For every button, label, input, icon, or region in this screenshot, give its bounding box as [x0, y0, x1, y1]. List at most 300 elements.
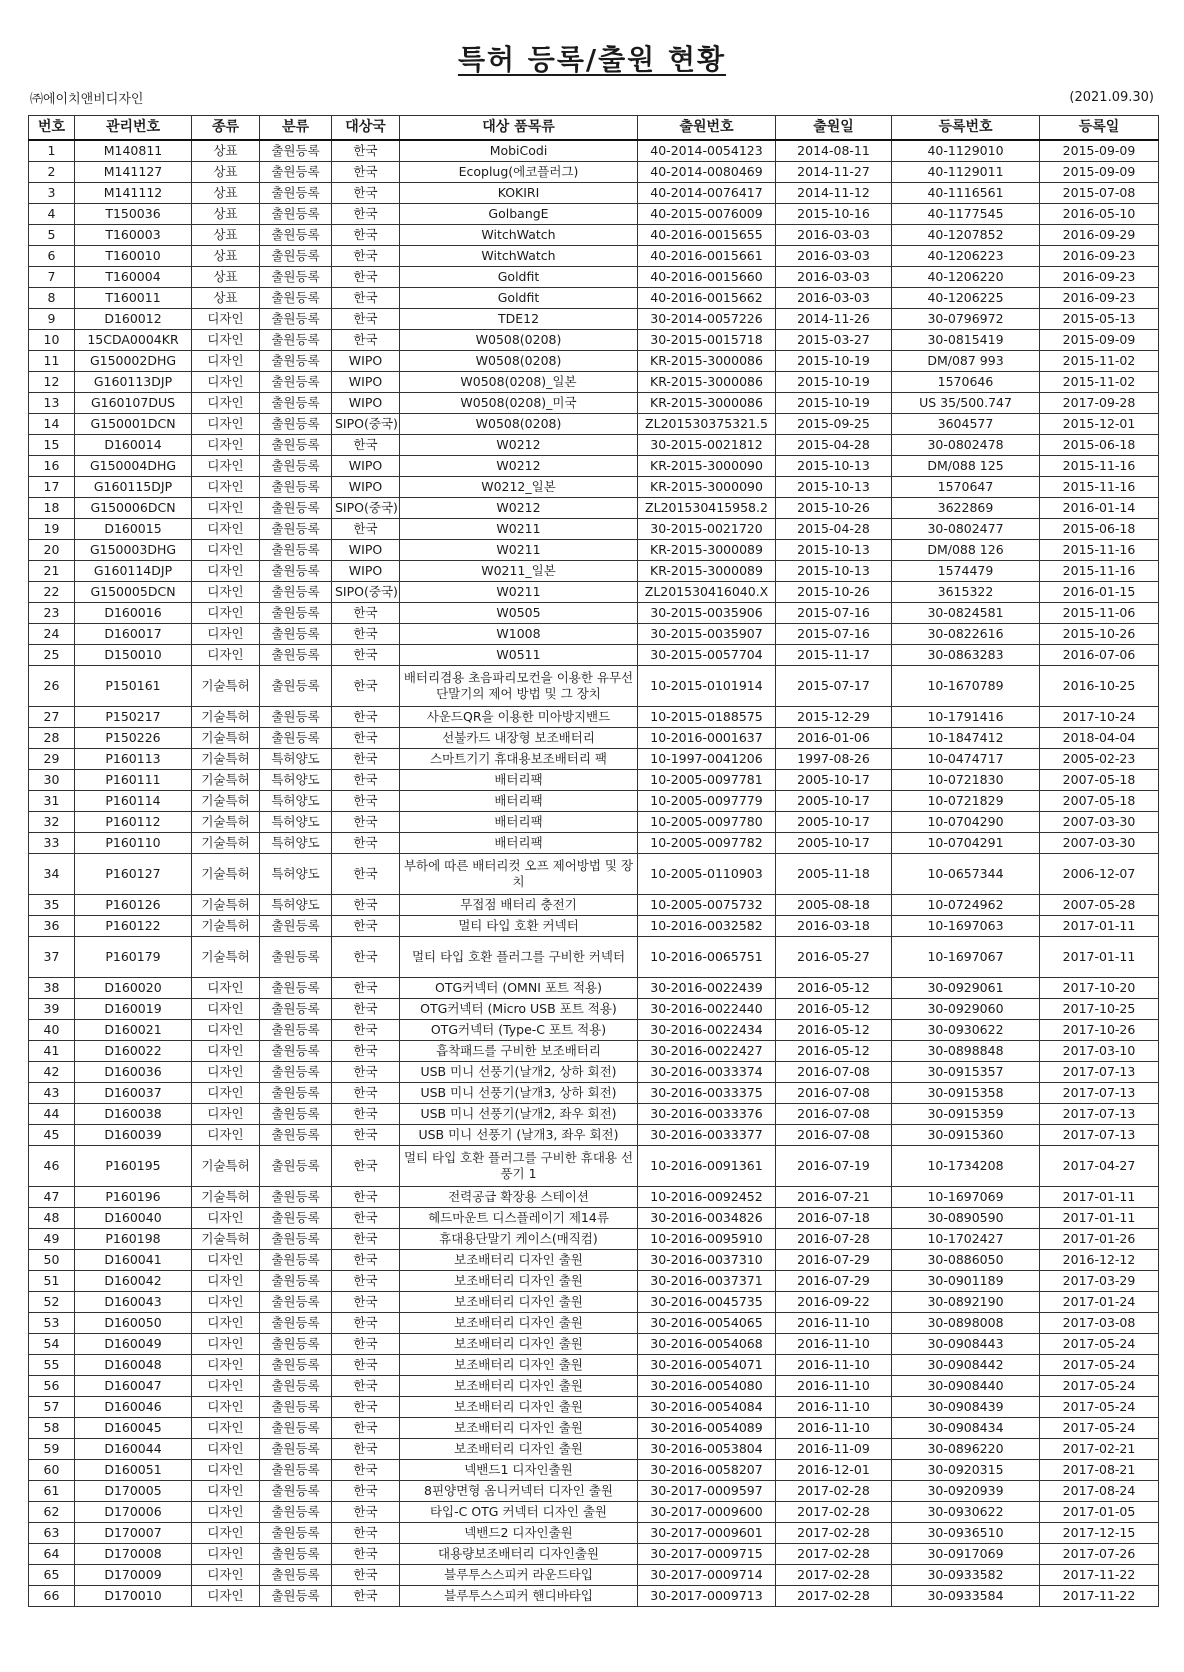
cell-category: 출원등록 — [260, 561, 332, 582]
cell-application-no: 10-2015-0101914 — [638, 666, 776, 707]
cell-mgmt-no: D160020 — [75, 978, 192, 999]
cell-application-date: 2016-03-03 — [776, 246, 892, 267]
cell-country: 한국 — [332, 519, 400, 540]
cell-mgmt-no: D160012 — [75, 309, 192, 330]
cell-item: 보조배터리 디자인 출원 — [400, 1292, 638, 1313]
cell-registration-date: 2005-02-23 — [1040, 749, 1159, 770]
cell-kind: 기술특허 — [192, 895, 260, 916]
table-row — [29, 1460, 1159, 1481]
cell-application-no: KR-2015-3000086 — [638, 393, 776, 414]
cell-country: 한국 — [332, 1460, 400, 1481]
cell-kind: 디자인 — [192, 1020, 260, 1041]
cell-item: Goldfit — [400, 288, 638, 309]
cell-application-no: 10-1997-0041206 — [638, 749, 776, 770]
cell-application-date: 2016-07-29 — [776, 1271, 892, 1292]
cell-application-no: 30-2016-0058207 — [638, 1460, 776, 1481]
cell-mgmt-no: D160040 — [75, 1208, 192, 1229]
header-country: 대상국 — [332, 116, 400, 141]
cell-no: 6 — [29, 246, 75, 267]
cell-country: 한국 — [332, 140, 400, 162]
cell-registration-date: 2015-11-02 — [1040, 372, 1159, 393]
cell-item: W0212_일본 — [400, 477, 638, 498]
cell-mgmt-no: P160195 — [75, 1146, 192, 1187]
cell-application-date: 2016-09-22 — [776, 1292, 892, 1313]
cell-country: 한국 — [332, 1502, 400, 1523]
cell-category: 출원등록 — [260, 1376, 332, 1397]
cell-country: 한국 — [332, 309, 400, 330]
cell-category: 출원등록 — [260, 267, 332, 288]
cell-registration-date: 2017-05-24 — [1040, 1355, 1159, 1376]
cell-country: 한국 — [332, 1020, 400, 1041]
cell-kind: 디자인 — [192, 456, 260, 477]
cell-application-date: 2005-10-17 — [776, 812, 892, 833]
cell-application-no: ZL201530375321.5 — [638, 414, 776, 435]
cell-registration-no: 10-1791416 — [892, 707, 1040, 728]
cell-item: 선불카드 내장형 보조배터리 — [400, 728, 638, 749]
cell-registration-date: 2017-10-25 — [1040, 999, 1159, 1020]
cell-category: 특허양도 — [260, 749, 332, 770]
cell-item: USB 미니 선풍기(날개2, 상하 회전) — [400, 1062, 638, 1083]
cell-application-no: 10-2005-0097782 — [638, 833, 776, 854]
table-row — [29, 1020, 1159, 1041]
cell-application-no: KR-2015-3000089 — [638, 540, 776, 561]
cell-registration-date: 2017-03-08 — [1040, 1313, 1159, 1334]
patent-registration-table — [28, 115, 1159, 1607]
cell-kind: 기술특허 — [192, 937, 260, 978]
cell-item: 배터리팩 — [400, 812, 638, 833]
cell-no: 34 — [29, 854, 75, 895]
cell-country: WIPO — [332, 477, 400, 498]
cell-kind: 디자인 — [192, 477, 260, 498]
cell-registration-no: 40-1207852 — [892, 225, 1040, 246]
cell-application-date: 2015-07-16 — [776, 603, 892, 624]
cell-kind: 디자인 — [192, 1208, 260, 1229]
cell-mgmt-no: G160107DUS — [75, 393, 192, 414]
cell-country: 한국 — [332, 330, 400, 351]
cell-application-no: 30-2015-0057704 — [638, 645, 776, 666]
cell-kind: 디자인 — [192, 1418, 260, 1439]
cell-no: 26 — [29, 666, 75, 707]
cell-country: 한국 — [332, 624, 400, 645]
cell-mgmt-no: D160047 — [75, 1376, 192, 1397]
cell-kind: 디자인 — [192, 540, 260, 561]
table-row — [29, 540, 1159, 561]
cell-application-date: 2005-08-18 — [776, 895, 892, 916]
cell-item: W0211 — [400, 582, 638, 603]
cell-country: 한국 — [332, 812, 400, 833]
cell-item: TDE12 — [400, 309, 638, 330]
cell-mgmt-no: T160004 — [75, 267, 192, 288]
cell-registration-date: 2015-11-16 — [1040, 561, 1159, 582]
cell-no: 23 — [29, 603, 75, 624]
table-row — [29, 1439, 1159, 1460]
cell-application-date: 2015-09-25 — [776, 414, 892, 435]
table-row — [29, 1104, 1159, 1125]
cell-mgmt-no: D160017 — [75, 624, 192, 645]
cell-no: 4 — [29, 204, 75, 225]
cell-item: 보조배터리 디자인 출원 — [400, 1313, 638, 1334]
cell-application-date: 2016-01-06 — [776, 728, 892, 749]
cell-category: 출원등록 — [260, 1586, 332, 1607]
cell-mgmt-no: D160041 — [75, 1250, 192, 1271]
cell-item: 블루투스스피커 라운드타입 — [400, 1565, 638, 1586]
cell-application-no: 30-2017-0009715 — [638, 1544, 776, 1565]
cell-mgmt-no: P160110 — [75, 833, 192, 854]
cell-no: 66 — [29, 1586, 75, 1607]
cell-registration-no: 30-0908442 — [892, 1355, 1040, 1376]
cell-mgmt-no: P150217 — [75, 707, 192, 728]
cell-kind: 기술특허 — [192, 1146, 260, 1187]
cell-country: 한국 — [332, 707, 400, 728]
cell-registration-no: 30-0892190 — [892, 1292, 1040, 1313]
cell-application-no: 30-2016-0033375 — [638, 1083, 776, 1104]
cell-no: 51 — [29, 1271, 75, 1292]
cell-mgmt-no: P150226 — [75, 728, 192, 749]
cell-country: 한국 — [332, 1229, 400, 1250]
cell-item: 부하에 따른 배터리컷 오프 제어방법 및 장치 — [400, 854, 638, 895]
report-date: (2021.09.30) — [1069, 90, 1154, 105]
cell-registration-no: 40-1129010 — [892, 140, 1040, 162]
cell-application-date: 2016-03-03 — [776, 288, 892, 309]
cell-no: 38 — [29, 978, 75, 999]
cell-kind: 상표 — [192, 246, 260, 267]
cell-registration-date: 2017-05-24 — [1040, 1397, 1159, 1418]
cell-registration-date: 2017-10-24 — [1040, 707, 1159, 728]
cell-kind: 디자인 — [192, 372, 260, 393]
cell-registration-no: 30-0822616 — [892, 624, 1040, 645]
cell-registration-no: 30-0863283 — [892, 645, 1040, 666]
header-registration-date: 등록일 — [1040, 116, 1159, 141]
cell-registration-no: 40-1129011 — [892, 162, 1040, 183]
cell-registration-no: 30-0915359 — [892, 1104, 1040, 1125]
cell-country: 한국 — [332, 1355, 400, 1376]
cell-registration-no: 10-1697067 — [892, 937, 1040, 978]
cell-country: 한국 — [332, 1376, 400, 1397]
cell-mgmt-no: G160115DJP — [75, 477, 192, 498]
cell-category: 출원등록 — [260, 477, 332, 498]
table-row — [29, 1544, 1159, 1565]
table-row — [29, 1292, 1159, 1313]
cell-mgmt-no: G150005DCN — [75, 582, 192, 603]
cell-category: 출원등록 — [260, 999, 332, 1020]
cell-mgmt-no: D150010 — [75, 645, 192, 666]
cell-no: 61 — [29, 1481, 75, 1502]
cell-registration-no: 10-1734208 — [892, 1146, 1040, 1187]
cell-registration-date: 2017-11-22 — [1040, 1586, 1159, 1607]
cell-category: 출원등록 — [260, 1208, 332, 1229]
cell-category: 특허양도 — [260, 791, 332, 812]
cell-registration-no: 10-1697069 — [892, 1187, 1040, 1208]
cell-country: 한국 — [332, 1418, 400, 1439]
cell-application-date: 2016-07-19 — [776, 1146, 892, 1187]
cell-application-no: KR-2015-3000086 — [638, 351, 776, 372]
cell-application-no: 40-2016-0015660 — [638, 267, 776, 288]
cell-mgmt-no: D160049 — [75, 1334, 192, 1355]
cell-registration-date: 2007-03-30 — [1040, 833, 1159, 854]
cell-application-no: 40-2014-0054123 — [638, 140, 776, 162]
cell-application-no: KR-2015-3000086 — [638, 372, 776, 393]
cell-category: 출원등록 — [260, 351, 332, 372]
cell-registration-date: 2015-11-16 — [1040, 456, 1159, 477]
cell-registration-date: 2017-05-24 — [1040, 1376, 1159, 1397]
cell-application-no: 30-2017-0009601 — [638, 1523, 776, 1544]
cell-no: 16 — [29, 456, 75, 477]
cell-registration-date: 2015-06-18 — [1040, 435, 1159, 456]
table-row — [29, 770, 1159, 791]
cell-mgmt-no: M140811 — [75, 140, 192, 162]
cell-application-no: 10-2016-0091361 — [638, 1146, 776, 1187]
cell-registration-no: 30-0917069 — [892, 1544, 1040, 1565]
cell-application-date: 2015-10-13 — [776, 477, 892, 498]
cell-registration-date: 2007-03-30 — [1040, 812, 1159, 833]
cell-registration-no: 30-0898008 — [892, 1313, 1040, 1334]
cell-application-date: 2016-11-10 — [776, 1397, 892, 1418]
cell-application-no: 40-2016-0015655 — [638, 225, 776, 246]
cell-category: 출원등록 — [260, 645, 332, 666]
cell-application-date: 2016-05-12 — [776, 1041, 892, 1062]
cell-mgmt-no: D160022 — [75, 1041, 192, 1062]
cell-item: 배터리팩 — [400, 833, 638, 854]
cell-mgmt-no: D160019 — [75, 999, 192, 1020]
cell-item: 멀티 타입 호환 플러그를 구비한 휴대용 선풍기 1 — [400, 1146, 638, 1187]
cell-registration-date: 2017-09-28 — [1040, 393, 1159, 414]
cell-registration-date: 2017-01-11 — [1040, 1187, 1159, 1208]
cell-application-date: 2015-10-26 — [776, 498, 892, 519]
cell-item: 보조배터리 디자인 출원 — [400, 1439, 638, 1460]
table-row — [29, 1229, 1159, 1250]
cell-registration-no: 30-0920315 — [892, 1460, 1040, 1481]
cell-application-date: 2015-10-19 — [776, 393, 892, 414]
cell-kind: 상표 — [192, 204, 260, 225]
cell-kind: 디자인 — [192, 393, 260, 414]
cell-application-no: 10-2005-0110903 — [638, 854, 776, 895]
cell-kind: 디자인 — [192, 603, 260, 624]
table-row — [29, 288, 1159, 309]
header-no: 번호 — [29, 116, 75, 141]
cell-country: WIPO — [332, 540, 400, 561]
cell-registration-no: 10-1702427 — [892, 1229, 1040, 1250]
table-row — [29, 854, 1159, 895]
cell-no: 56 — [29, 1376, 75, 1397]
cell-category: 출원등록 — [260, 1502, 332, 1523]
cell-no: 60 — [29, 1460, 75, 1481]
cell-application-date: 2014-08-11 — [776, 140, 892, 162]
cell-country: 한국 — [332, 916, 400, 937]
cell-item: WitchWatch — [400, 246, 638, 267]
cell-category: 출원등록 — [260, 540, 332, 561]
cell-application-date: 2005-11-18 — [776, 854, 892, 895]
table-body — [29, 140, 1159, 1607]
cell-registration-no: 10-0704291 — [892, 833, 1040, 854]
cell-category: 출원등록 — [260, 183, 332, 204]
cell-no: 11 — [29, 351, 75, 372]
cell-application-no: 10-2015-0188575 — [638, 707, 776, 728]
cell-registration-date: 2017-01-24 — [1040, 1292, 1159, 1313]
cell-mgmt-no: D160044 — [75, 1439, 192, 1460]
cell-kind: 기술특허 — [192, 1229, 260, 1250]
cell-item: W0212 — [400, 498, 638, 519]
cell-country: 한국 — [332, 1523, 400, 1544]
table-row — [29, 393, 1159, 414]
cell-registration-date: 2015-11-06 — [1040, 603, 1159, 624]
cell-category: 출원등록 — [260, 1397, 332, 1418]
cell-no: 13 — [29, 393, 75, 414]
cell-no: 37 — [29, 937, 75, 978]
table-row — [29, 267, 1159, 288]
cell-application-no: 10-2016-0032582 — [638, 916, 776, 937]
cell-registration-date: 2016-07-06 — [1040, 645, 1159, 666]
cell-application-no: 30-2015-0035906 — [638, 603, 776, 624]
cell-item: OTG커넥터 (Micro USB 포트 적용) — [400, 999, 638, 1020]
cell-registration-date: 2017-10-26 — [1040, 1020, 1159, 1041]
cell-application-no: 30-2015-0021720 — [638, 519, 776, 540]
cell-registration-no: 30-0933584 — [892, 1586, 1040, 1607]
cell-country: 한국 — [332, 791, 400, 812]
cell-mgmt-no: T150036 — [75, 204, 192, 225]
cell-application-no: 30-2015-0015718 — [638, 330, 776, 351]
cell-no: 58 — [29, 1418, 75, 1439]
cell-kind: 디자인 — [192, 1041, 260, 1062]
cell-no: 35 — [29, 895, 75, 916]
cell-application-no: 30-2017-0009713 — [638, 1586, 776, 1607]
cell-no: 33 — [29, 833, 75, 854]
cell-item: W0211 — [400, 519, 638, 540]
cell-category: 출원등록 — [260, 330, 332, 351]
cell-registration-no: 30-0929061 — [892, 978, 1040, 999]
cell-registration-date: 2016-09-23 — [1040, 288, 1159, 309]
cell-item: W0508(0208)_일본 — [400, 372, 638, 393]
cell-item: 배터리팩 — [400, 791, 638, 812]
cell-category: 출원등록 — [260, 1083, 332, 1104]
cell-category: 출원등록 — [260, 1229, 332, 1250]
cell-kind: 디자인 — [192, 1544, 260, 1565]
cell-registration-date: 2017-08-21 — [1040, 1460, 1159, 1481]
cell-no: 12 — [29, 372, 75, 393]
cell-country: 한국 — [332, 999, 400, 1020]
cell-registration-no: 10-0721829 — [892, 791, 1040, 812]
cell-kind: 디자인 — [192, 1460, 260, 1481]
cell-no: 1 — [29, 140, 75, 162]
cell-mgmt-no: T160003 — [75, 225, 192, 246]
cell-kind: 기술특허 — [192, 833, 260, 854]
cell-category: 출원등록 — [260, 582, 332, 603]
cell-registration-no: 40-1206225 — [892, 288, 1040, 309]
table-row — [29, 414, 1159, 435]
table-row — [29, 645, 1159, 666]
cell-registration-no: 30-0886050 — [892, 1250, 1040, 1271]
cell-kind: 기술특허 — [192, 728, 260, 749]
cell-application-no: 30-2016-0034826 — [638, 1208, 776, 1229]
cell-application-no: 10-2016-0065751 — [638, 937, 776, 978]
cell-application-date: 2015-04-28 — [776, 519, 892, 540]
cell-category: 출원등록 — [260, 1460, 332, 1481]
cell-country: 한국 — [332, 246, 400, 267]
cell-registration-no: 30-0930622 — [892, 1502, 1040, 1523]
cell-category: 출원등록 — [260, 1104, 332, 1125]
cell-item: W0505 — [400, 603, 638, 624]
cell-registration-date: 2017-02-21 — [1040, 1439, 1159, 1460]
cell-mgmt-no: D170007 — [75, 1523, 192, 1544]
cell-registration-date: 2015-11-16 — [1040, 540, 1159, 561]
cell-application-no: 30-2014-0057226 — [638, 309, 776, 330]
cell-country: 한국 — [332, 1439, 400, 1460]
cell-category: 특허양도 — [260, 833, 332, 854]
cell-registration-no: 30-0915358 — [892, 1083, 1040, 1104]
table-row — [29, 1418, 1159, 1439]
cell-application-no: 10-2016-0001637 — [638, 728, 776, 749]
cell-registration-date: 2006-12-07 — [1040, 854, 1159, 895]
cell-application-no: 10-2005-0097779 — [638, 791, 776, 812]
cell-country: 한국 — [332, 666, 400, 707]
table-row — [29, 162, 1159, 183]
cell-category: 출원등록 — [260, 162, 332, 183]
cell-application-no: 30-2016-0054080 — [638, 1376, 776, 1397]
cell-country: 한국 — [332, 1104, 400, 1125]
cell-country: 한국 — [332, 1271, 400, 1292]
cell-no: 31 — [29, 791, 75, 812]
cell-registration-date: 2015-05-13 — [1040, 309, 1159, 330]
cell-category: 출원등록 — [260, 1481, 332, 1502]
cell-mgmt-no: D160015 — [75, 519, 192, 540]
cell-no: 3 — [29, 183, 75, 204]
cell-application-no: ZL201530415958.2 — [638, 498, 776, 519]
cell-mgmt-no: P150161 — [75, 666, 192, 707]
table-row — [29, 351, 1159, 372]
cell-country: 한국 — [332, 1544, 400, 1565]
cell-item: 보조배터리 디자인 출원 — [400, 1250, 638, 1271]
cell-kind: 디자인 — [192, 1397, 260, 1418]
cell-no: 5 — [29, 225, 75, 246]
cell-category: 출원등록 — [260, 393, 332, 414]
cell-item: W0211 — [400, 540, 638, 561]
cell-application-date: 2015-07-16 — [776, 624, 892, 645]
cell-registration-no: 1570647 — [892, 477, 1040, 498]
cell-registration-no: 30-0915357 — [892, 1062, 1040, 1083]
cell-kind: 디자인 — [192, 1586, 260, 1607]
cell-item: WitchWatch — [400, 225, 638, 246]
cell-registration-no: 30-0920939 — [892, 1481, 1040, 1502]
cell-application-date: 2005-10-17 — [776, 791, 892, 812]
cell-country: 한국 — [332, 978, 400, 999]
cell-application-no: 30-2016-0037371 — [638, 1271, 776, 1292]
cell-item: W0508(0208) — [400, 330, 638, 351]
cell-kind: 상표 — [192, 267, 260, 288]
table-row — [29, 1586, 1159, 1607]
cell-country: 한국 — [332, 1334, 400, 1355]
cell-application-date: 2015-10-26 — [776, 582, 892, 603]
cell-item: OTG커넥터 (OMNI 포트 적용) — [400, 978, 638, 999]
cell-country: 한국 — [332, 1146, 400, 1187]
cell-application-date: 2017-02-28 — [776, 1502, 892, 1523]
table-row — [29, 1271, 1159, 1292]
cell-kind: 디자인 — [192, 1439, 260, 1460]
cell-registration-no: 30-0936510 — [892, 1523, 1040, 1544]
cell-country: 한국 — [332, 1586, 400, 1607]
cell-registration-no: 10-1670789 — [892, 666, 1040, 707]
cell-mgmt-no: P160122 — [75, 916, 192, 937]
cell-application-no: 10-2005-0075732 — [638, 895, 776, 916]
cell-kind: 디자인 — [192, 330, 260, 351]
cell-application-no: 30-2016-0022427 — [638, 1041, 776, 1062]
cell-no: 10 — [29, 330, 75, 351]
cell-mgmt-no: D160036 — [75, 1062, 192, 1083]
cell-application-no: 30-2016-0045735 — [638, 1292, 776, 1313]
cell-application-no: 30-2016-0022434 — [638, 1020, 776, 1041]
cell-registration-date: 2015-11-02 — [1040, 351, 1159, 372]
table-row — [29, 519, 1159, 540]
cell-application-no: 30-2016-0033377 — [638, 1125, 776, 1146]
cell-kind: 디자인 — [192, 435, 260, 456]
